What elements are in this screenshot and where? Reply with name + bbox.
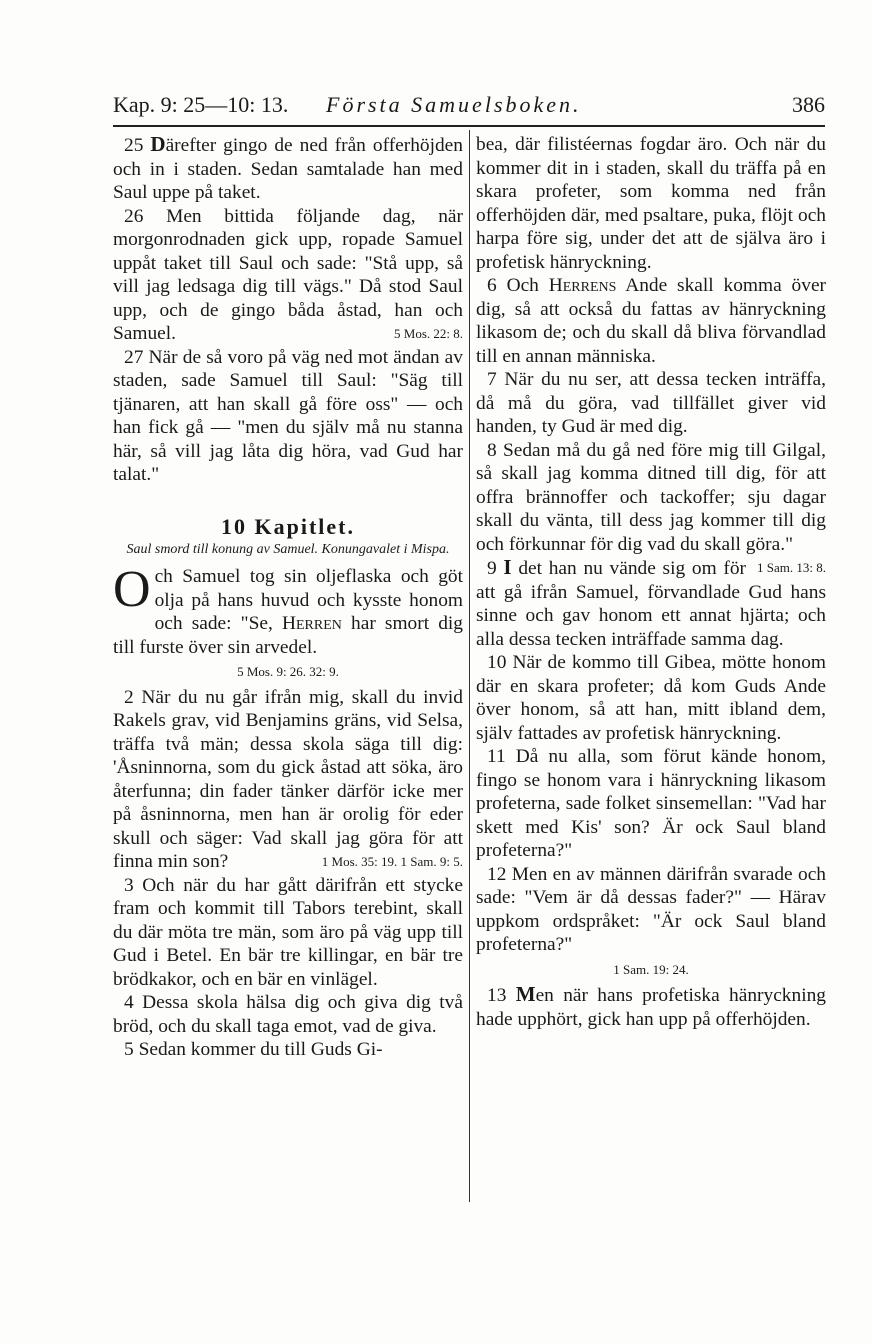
drop-cap: O [113,561,151,618]
verse-text: När du nu går ifrån mig, skall du invid Rakels grav, vid Benjamins gräns, vid Selsa, träffa två män; dessa skola säga till dig: 'Åsninnorna, som du gick åstad att söka, äro återfunna; din fader tänker därför icke mer på åsninnorna, men han är orolig för eder skull och säger: Vad skall jag göra för att finna min son? [113,686,463,872]
verse-9-27 [113,346,463,487]
verse-text: Då nu alla, som förut kände honom, fingo se honom vara i hänryckning likasom profeterna, sade folket sinsemellan: "Vad har skett med Kis' son? Är ock Saul bland profeterna?" [476,746,826,861]
verse-10-1 [113,561,463,659]
verse-number: 12 [487,863,507,885]
verse-10-7 [476,368,826,439]
verse-number: 10 [487,652,507,673]
verse-number: 13 [487,985,507,1006]
verse-text: Sedan kommer du till Guds Gi- [138,1039,383,1060]
cross-reference: 1 Sam. 19: 24. [613,961,689,977]
verse-number: 11 [487,746,506,767]
verse-number: 2 [124,686,134,708]
verse-text: ch Samuel tog sin oljeflaska och göt olja på hans huvud och kysste honom och sade: "Se, [154,566,463,634]
verse-9-25 [113,133,463,205]
verse-10-5 [113,1038,463,1062]
cross-reference: 1 Mos. 35: 19. 1 Sam. 9: 5. [321,854,463,869]
divine-name: Herrens [548,275,617,296]
verse-number: 26 [124,205,144,227]
verse-10-4 [113,991,463,1038]
header-rule [113,125,825,127]
verse-9-26 [113,205,463,346]
verse-number: 25 [124,135,144,156]
verse-number: 9 [487,558,497,579]
verse-number: 4 [124,992,134,1013]
verse-10-5-continued [476,133,826,274]
left-column [113,133,463,1062]
verse-text: Sedan må du gå ned före mig till Gilgal, så skall jag komma ditned till dig, för att offra brännoffer och tackoffer; sju dagar skall du vänta, till dess jag kommer till dig och förkunnar för dig vad du skall göra." [476,439,826,555]
cross-reference: 1 Sam. 13: 8. [757,560,826,575]
verse-text: det han nu vände sig om för att gå ifrån Samuel, förvandlade Gud hans sinne och gav honom ett annat hjärta; och alla dessa tecken inträffade samma dag. [476,558,826,650]
verse-number: 3 [124,874,134,896]
cross-reference: 5 Mos. 22: 8. [394,326,463,341]
verse-number: 7 [487,369,497,390]
cross-reference: 5 Mos. 9: 26. 32: 9. [237,664,339,679]
verse-initial: M [515,982,536,1006]
verse-text: Dessa skola hälsa dig och giva dig två bröd, och du skall taga emot, vad de giva. [113,992,463,1037]
verse-text: När du nu ser, att dessa tecken inträffa, då må du göra, vad tillfället giver vid handen, ty Gud är med dig. [476,369,826,437]
verse-10-11 [476,745,826,863]
verse-text: bea, där filistéernas fogdar äro. Och när du kommer dit in i staden, skall du träffa på en skara profeter, som komma ned från offerhöjden där, med psaltare, puka, flöjt och harpa före sig, under det att de själva äro i profetisk hänryckning. [476,134,826,273]
verse-number: 6 [487,275,497,296]
verse-text: Och när du har gått därifrån ett stycke fram och kommit till Tabors terebint, skall du där möta tre män, som äro på väg upp till Gud i Betel. En bär tre killingar, en bär tre brödkakor, och en bär en vinlägel. [113,874,463,990]
verse-10-10 [476,651,826,745]
right-column [476,133,826,1031]
verse-10-8 [476,439,826,575]
verse-10-3 [113,874,463,992]
verse-10-2 [113,686,463,874]
verse-text: Men bittida följande dag, när morgonrodnaden gick upp, ropade Samuel uppåt taket till Saul och sade: "Stå upp, så vill jag ledsaga dig till vägs." Då stod Saul upp, och de gingo båda åstad, han och Samuel. [113,205,463,344]
chapter-reference: Kap. 9: 25—10: 13. [113,92,289,117]
chapter-heading: 10 Kapitlet. [221,513,355,539]
book-title: Första Samuelsboken. [326,92,582,117]
verse-text: har smort dig till furste över sin arvedel. [113,613,463,658]
verse-text: När de så voro på väg ned mot ändan av staden, sade Samuel till Saul: "Säg till tjänaren, att han skall gå före oss" — och han fick gå — "men du själv må nu stanna här, så vill jag låta dig höra, vad Gud har talat." [113,346,463,485]
verse-10-6 [476,274,826,368]
verse-text: Ande skall komma över dig, så att också du fattas av hänryckning likasom de; och du skall då bliva förvandlad till en annan människa. [476,275,827,367]
verse-initial: D [150,132,166,156]
verse-number: 5 [124,1039,134,1060]
verse-number: 27 [124,346,144,368]
column-divider [469,130,470,1202]
chapter-summary: Saul smord till konung av Samuel. Konungavalet i Mispa. [126,542,450,557]
verse-number: 8 [487,439,497,461]
verse-10-12 [476,863,826,957]
verse-10-13 [476,983,826,1031]
verse-text: ärefter gingo de ned från offerhöjden och in i staden. Sedan samtalade han med Saul uppe på taket. [113,135,463,203]
running-header [113,88,825,128]
verse-text: Men en av männen därifrån svarade och sade: "Vem är då dessas fader?" — Härav uppkom ordspråket: "Är ock Saul bland profeterna?" [476,863,826,955]
verse-text: Och [506,275,549,296]
page-number: 386 [792,92,825,117]
verse-text: en när hans profetiska hänryckning hade upphört, gick han upp på offerhöjden. [476,985,826,1030]
verse-text: När de kommo till Gibea, mötte honom där en skara profeter; då kom Guds Ande över honom, så att han, mitt ibland dem, själv fattades av profetisk hänryckning. [476,652,826,744]
verse-initial: I [503,555,512,579]
divine-name: Herren [281,613,342,634]
